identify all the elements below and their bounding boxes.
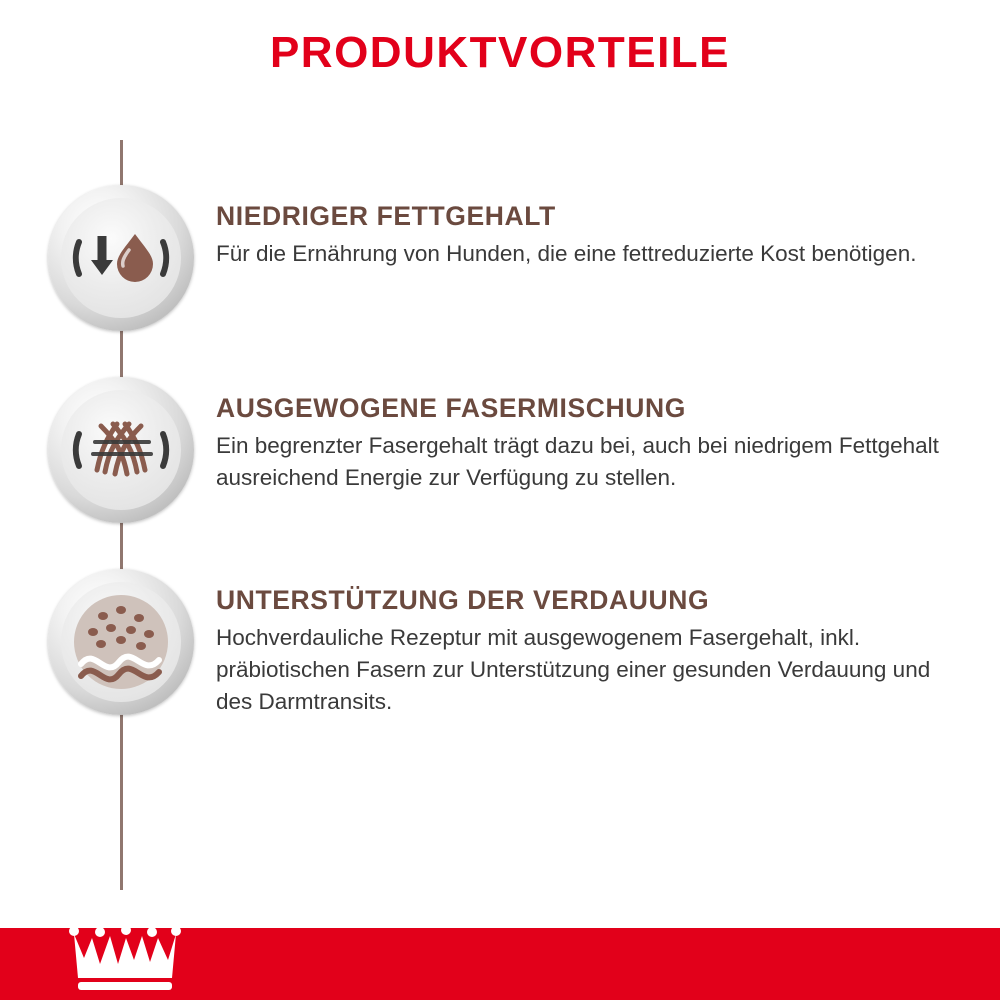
benefit-text (194, 569, 1000, 718)
benefit-item (0, 569, 1000, 718)
benefit-heading: AUSGEWOGENE FASERMISCHUNG (216, 393, 686, 423)
benefit-heading: UNTERSTÜTZUNG DER VERDAUUNG (216, 585, 710, 615)
benefits-list (0, 185, 1000, 764)
low-fat-droplet-arrow-icon (48, 185, 194, 331)
icon-art (61, 198, 181, 318)
benefit-body: Ein begrenzter Fasergehalt trägt dazu bei, auch bei niedrigem Fettgehalt ausreichend Energie zur Verfügung zu stellen. (216, 433, 939, 491)
benefit-heading: NIEDRIGER FETTGEHALT (216, 201, 556, 231)
benefit-item (0, 377, 1000, 523)
benefit-text (194, 185, 1000, 270)
digestive-support-icon (48, 569, 194, 715)
benefit-body: Hochverdauliche Rezeptur mit ausgewogenem Fasergehalt, inkl. präbiotischen Fasern zur Unterstützung einer gesunden Verdauung und des Darmtransits. (216, 625, 931, 715)
benefit-text (194, 377, 1000, 494)
icon-art (61, 390, 181, 510)
fiber-mesh-icon (48, 377, 194, 523)
royal-canin-crown-logo (62, 920, 192, 994)
page-title: PRODUKTVORTEILE (269, 28, 731, 77)
benefit-item (0, 185, 1000, 331)
icon-art (61, 582, 181, 702)
benefit-body: Für die Ernährung von Hunden, die eine fettreduzierte Kost benötigen. (216, 241, 917, 267)
